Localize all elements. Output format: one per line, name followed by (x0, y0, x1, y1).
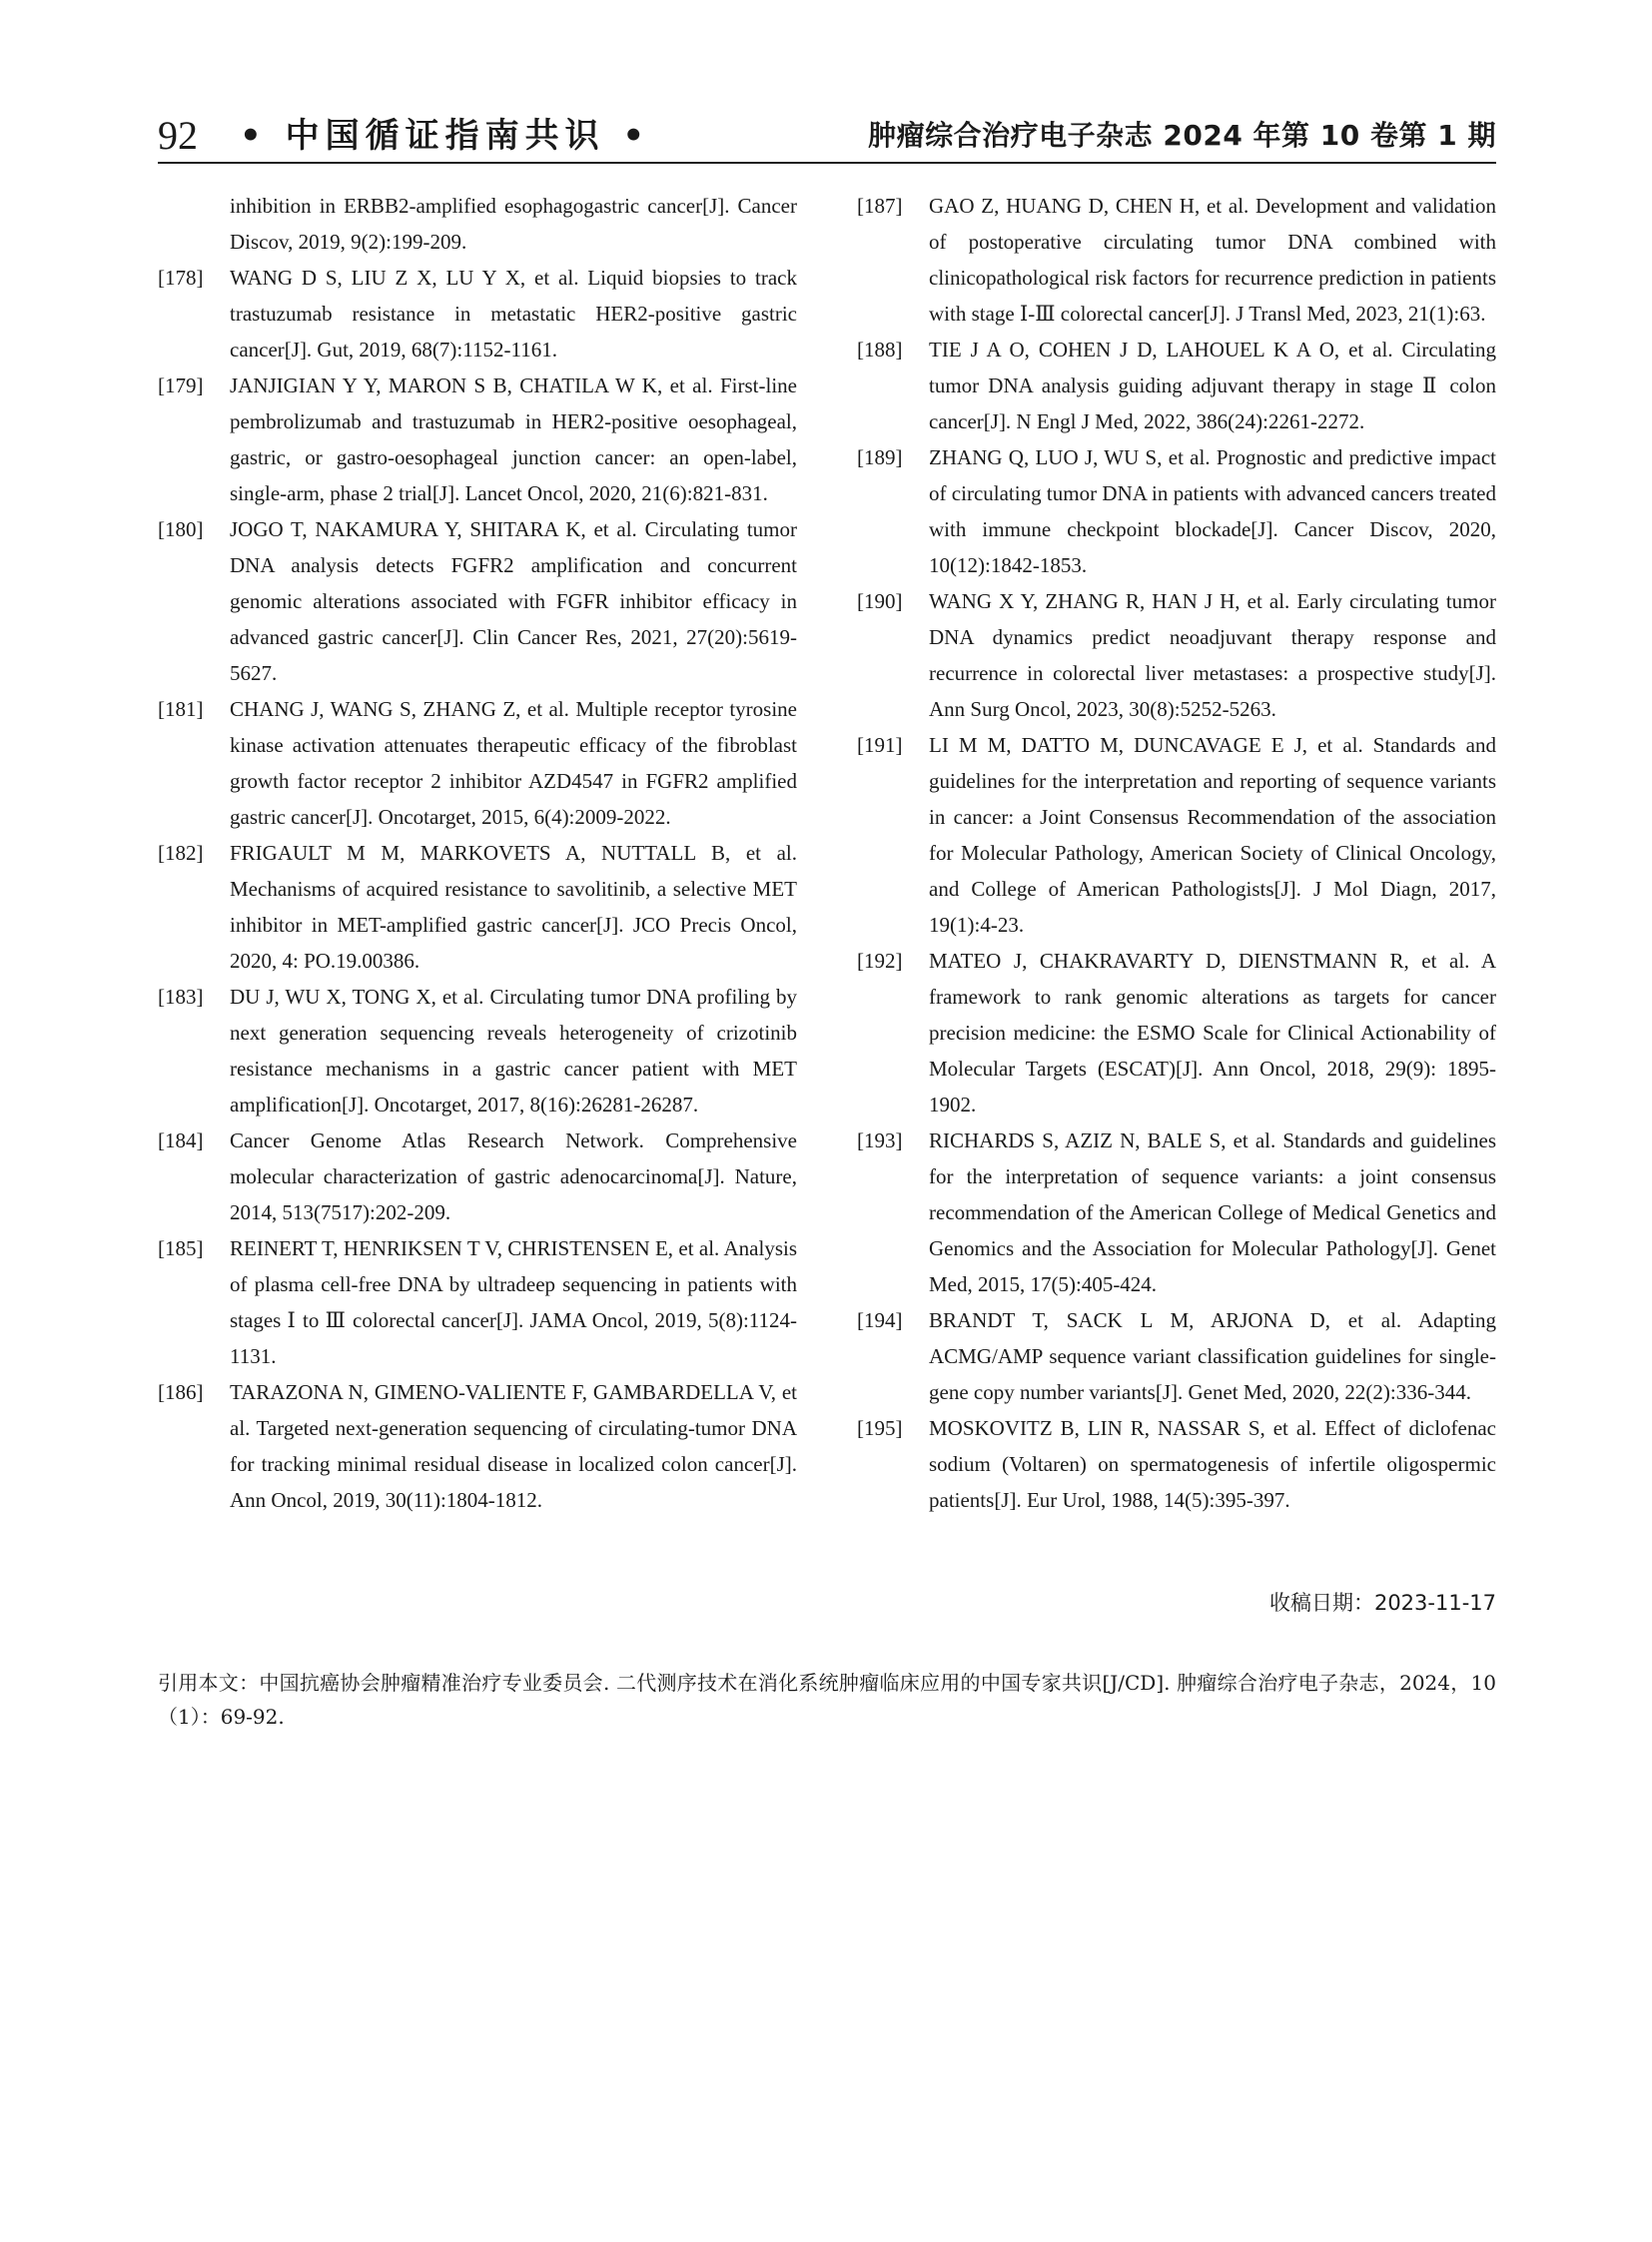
reference-text: JOGO T, NAKAMURA Y, SHITARA K, et al. Circulating tumor DNA analysis detects FGFR2 amplification and concurrent genomic alterations associated with FGFR inhibitor efficacy in advanced gastric cancer[J]. Clin Cancer Res, 2021, 27(20):5619-5627. (230, 517, 797, 685)
reference-item (857, 583, 1496, 727)
reference-item (857, 332, 1496, 439)
reference-continuation (158, 188, 797, 260)
reference-text: RICHARDS S, AZIZ N, BALE S, et al. Standards and guidelines for the interpretation of sequence variants: a joint consensus recommendation of the American College of Medical Genetics and Genomics and the Association for Molecular Pathology[J]. Genet Med, 2015, 17(5):405-424. (929, 1128, 1496, 1296)
reference-number: [184] (158, 1128, 204, 1152)
journal-title: 肿瘤综合治疗电子杂志 2024 年第 10 卷第 1 期 (868, 119, 1496, 152)
reference-item (158, 368, 797, 511)
reference-item (158, 835, 797, 979)
reference-item (857, 1410, 1496, 1518)
reference-number: [189] (857, 445, 903, 469)
right-column (857, 188, 1496, 1518)
reference-item (857, 439, 1496, 583)
reference-text: LI M M, DATTO M, DUNCAVAGE E J, et al. Standards and guidelines for the interpretation and reporting of sequence variants in cancer: a Joint Consensus Recommendation of the association for Molecular Pathology, American Society of Clinical Oncology, and College of American Pathologists[J]. J Mol Diagn, 2017, 19(1):4-23. (929, 733, 1496, 937)
reference-number: [179] (158, 374, 204, 397)
reference-number: [178] (158, 266, 204, 290)
reference-item (158, 1230, 797, 1374)
header-rule (158, 162, 1496, 164)
reference-text: BRANDT T, SACK L M, ARJONA D, et al. Adapting ACMG/AMP sequence variant classification guidelines for single-gene copy number variants[J]. Genet Med, 2020, 22(2):336-344. (929, 1308, 1496, 1404)
reference-item (857, 1122, 1496, 1302)
reference-text: MOSKOVITZ B, LIN R, NASSAR S, et al. Effect of diclofenac sodium (Voltaren) on spermatogenesis of infertile oligospermic patients[J]. Eur Urol, 1988, 14(5):395-397. (929, 1416, 1496, 1512)
page-number: 92 (158, 113, 198, 158)
reference-number: [193] (857, 1128, 903, 1152)
reference-item (158, 691, 797, 835)
reference-number: [187] (857, 194, 903, 218)
reference-number: [195] (857, 1416, 903, 1440)
reference-text: GAO Z, HUANG D, CHEN H, et al. Development and validation of postoperative circulating tumor DNA combined with clinicopathological risk factors for recurrence prediction in patients with stage Ⅰ-Ⅲ colorectal cancer[J]. J Transl Med, 2023, 21(1):63. (929, 194, 1496, 326)
reference-number: [183] (158, 985, 204, 1009)
reference-item (857, 727, 1496, 943)
reference-item (158, 511, 797, 691)
reference-item (158, 260, 797, 368)
reference-number: [180] (158, 517, 204, 541)
reference-item (158, 1122, 797, 1230)
received-date: 收稿日期：2023-11-17 (1268, 1591, 1496, 1615)
reference-number: [182] (158, 841, 204, 865)
reference-text: JANJIGIAN Y Y, MARON S B, CHATILA W K, et al. First-line pembrolizumab and trastuzumab in HER2-positive oesophageal, gastric, or gastro-oesophageal junction cancer: an open-label, single-arm, phase 2 trial[J]. Lancet Oncol, 2020, 21(6):821-831. (230, 374, 797, 505)
reference-text: FRIGAULT M M, MARKOVETS A, NUTTALL B, et al. Mechanisms of acquired resistance to savolitinib, a selective MET inhibitor in MET-amplified gastric cancer[J]. JCO Precis Oncol, 2020, 4: PO.19.00386. (230, 841, 797, 973)
reference-text: MATEO J, CHAKRAVARTY D, DIENSTMANN R, et al. A framework to rank genomic alterations as targets for cancer precision medicine: the ESMO Scale for Clinical Actionability of Molecular Targets (ESCAT)[J]. Ann Oncol, 2018, 29(9): 1895-1902. (929, 949, 1496, 1117)
reference-text: DU J, WU X, TONG X, et al. Circulating tumor DNA profiling by next generation sequencing reveals heterogeneity of crizotinib resistance mechanisms in a gastric cancer patient with MET amplification[J]. Oncotarget, 2017, 8(16):26281-26287. (230, 985, 797, 1117)
reference-text: WANG X Y, ZHANG R, HAN J H, et al. Early circulating tumor DNA dynamics predict neoadjuvant therapy response and recurrence in colorectal liver metastases: a prospective study[J]. Ann Surg Oncol, 2023, 30(8):5252-5263. (929, 589, 1496, 721)
reference-number: [190] (857, 589, 903, 613)
reference-number: [185] (158, 1236, 204, 1260)
reference-text: TIE J A O, COHEN J D, LAHOUEL K A O, et al. Circulating tumor DNA analysis guiding adjuvant therapy in stage Ⅱ colon cancer[J]. N Engl J Med, 2022, 386(24):2261-2272. (929, 338, 1496, 433)
reference-text: ZHANG Q, LUO J, WU S, et al. Prognostic and predictive impact of circulating tumor DNA in patients with advanced cancers treated with immune checkpoint blockade[J]. Cancer Discov, 2020, 10(12):1842-1853. (929, 445, 1496, 577)
reference-item (857, 943, 1496, 1122)
citation-note: 引用本文：中国抗癌协会肿瘤精准治疗专业委员会. 二代测序技术在消化系统肿瘤临床应用的中国专家共识[J/CD]. 肿瘤综合治疗电子杂志，2024，10（1）：69-92. (158, 1671, 1496, 1729)
reference-item (158, 979, 797, 1122)
reference-text: CHANG J, WANG S, ZHANG Z, et al. Multiple receptor tyrosine kinase activation attenuates therapeutic efficacy of the fibroblast growth factor receptor 2 inhibitor AZD4547 in FGFR2 amplified gastric cancer[J]. Oncotarget, 2015, 6(4):2009-2022. (230, 697, 797, 829)
reference-text: inhibition in ERBB2-amplified esophagogastric cancer[J]. Cancer Discov, 2019, 9(2):199-209. (230, 194, 797, 254)
reference-number: [191] (857, 733, 903, 757)
reference-text: WANG D S, LIU Z X, LU Y X, et al. Liquid biopsies to track trastuzumab resistance in metastatic HER2-positive gastric cancer[J]. Gut, 2019, 68(7):1152-1161. (230, 266, 797, 362)
reference-text: Cancer Genome Atlas Research Network. Comprehensive molecular characterization of gastric adenocarcinoma[J]. Nature, 2014, 513(7517):202-209. (230, 1128, 797, 1224)
left-column (158, 188, 797, 1518)
reference-item (857, 1302, 1496, 1410)
reference-number: [188] (857, 338, 903, 362)
reference-text: TARAZONA N, GIMENO-VALIENTE F, GAMBARDELLA V, et al. Targeted next-generation sequencing of circulating-tumor DNA for tracking minimal residual disease in localized colon cancer[J]. Ann Oncol, 2019, 30(11):1804-1812. (230, 1380, 797, 1512)
section-title: • 中国循证指南共识 • (240, 116, 651, 156)
reference-item (857, 188, 1496, 332)
reference-number: [186] (158, 1380, 204, 1404)
page-header (158, 108, 1496, 164)
reference-number: [192] (857, 949, 903, 973)
reference-number: [194] (857, 1308, 903, 1332)
reference-text: REINERT T, HENRIKSEN T V, CHRISTENSEN E, et al. Analysis of plasma cell-free DNA by ultradeep sequencing in patients with stages Ⅰ to Ⅲ colorectal cancer[J]. JAMA Oncol, 2019, 5(8):1124-1131. (230, 1236, 797, 1368)
reference-item (158, 1374, 797, 1518)
reference-number: [181] (158, 697, 204, 721)
